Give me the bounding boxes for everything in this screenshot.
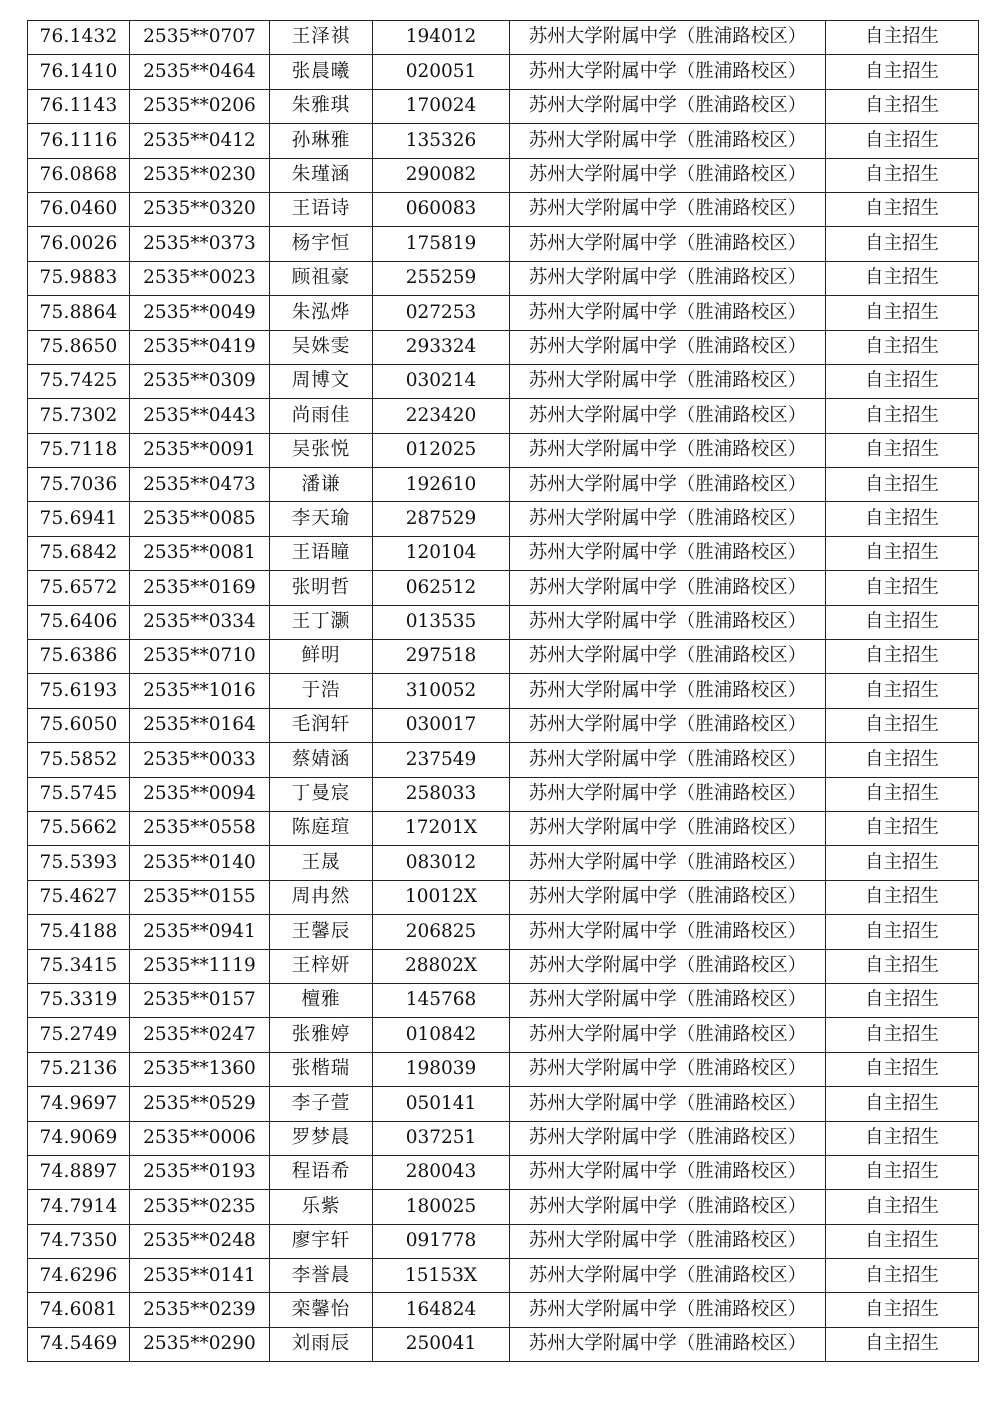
exam-id-cell: 2535**0006: [130, 1121, 270, 1155]
admission-type-cell: 自主招生: [826, 261, 979, 295]
score-cell: 75.6386: [28, 640, 130, 674]
id-suffix-cell: 145768: [373, 983, 510, 1017]
school-cell: 苏州大学附属中学（胜浦路校区）: [510, 89, 826, 123]
admission-type-cell: 自主招生: [826, 915, 979, 949]
exam-id-cell: 2535**0443: [130, 399, 270, 433]
student-name-cell: 乐紫: [270, 1190, 373, 1224]
student-name-cell: 张明哲: [270, 571, 373, 605]
table-body: [28, 21, 979, 1362]
student-name-cell: 陈庭瑄: [270, 811, 373, 845]
school-cell: 苏州大学附属中学（胜浦路校区）: [510, 1087, 826, 1121]
score-cell: 75.6193: [28, 674, 130, 708]
table-row: [28, 330, 979, 364]
score-cell: 76.1410: [28, 55, 130, 89]
score-cell: 75.7118: [28, 433, 130, 467]
admission-type-cell: 自主招生: [826, 743, 979, 777]
student-name-cell: 杨宇恒: [270, 227, 373, 261]
table-row: [28, 915, 979, 949]
exam-id-cell: 2535**0235: [130, 1190, 270, 1224]
table-row: [28, 433, 979, 467]
student-name-cell: 潘谦: [270, 468, 373, 502]
school-cell: 苏州大学附属中学（胜浦路校区）: [510, 1018, 826, 1052]
admission-type-cell: 自主招生: [826, 192, 979, 226]
score-cell: 75.6406: [28, 605, 130, 639]
score-cell: 74.9069: [28, 1121, 130, 1155]
admission-type-cell: 自主招生: [826, 1259, 979, 1293]
exam-id-cell: 2535**0373: [130, 227, 270, 261]
exam-id-cell: 2535**0412: [130, 124, 270, 158]
table-row: [28, 1190, 979, 1224]
admission-type-cell: 自主招生: [826, 640, 979, 674]
admission-type-cell: 自主招生: [826, 949, 979, 983]
id-suffix-cell: 15153X: [373, 1259, 510, 1293]
school-cell: 苏州大学附属中学（胜浦路校区）: [510, 915, 826, 949]
student-name-cell: 周博文: [270, 364, 373, 398]
id-suffix-cell: 010842: [373, 1018, 510, 1052]
id-suffix-cell: 020051: [373, 55, 510, 89]
school-cell: 苏州大学附属中学（胜浦路校区）: [510, 846, 826, 880]
id-suffix-cell: 293324: [373, 330, 510, 364]
student-name-cell: 吴张悦: [270, 433, 373, 467]
school-cell: 苏州大学附属中学（胜浦路校区）: [510, 1155, 826, 1189]
school-cell: 苏州大学附属中学（胜浦路校区）: [510, 1190, 826, 1224]
id-suffix-cell: 030214: [373, 364, 510, 398]
exam-id-cell: 2535**0334: [130, 605, 270, 639]
admission-type-cell: 自主招生: [826, 708, 979, 742]
exam-id-cell: 2535**0290: [130, 1327, 270, 1361]
exam-id-cell: 2535**0091: [130, 433, 270, 467]
id-suffix-cell: 091778: [373, 1224, 510, 1258]
student-name-cell: 王馨辰: [270, 915, 373, 949]
student-name-cell: 尚雨佳: [270, 399, 373, 433]
school-cell: 苏州大学附属中学（胜浦路校区）: [510, 674, 826, 708]
score-cell: 74.5469: [28, 1327, 130, 1361]
score-cell: 76.1143: [28, 89, 130, 123]
score-cell: 74.6296: [28, 1259, 130, 1293]
exam-id-cell: 2535**0164: [130, 708, 270, 742]
admission-type-cell: 自主招生: [826, 55, 979, 89]
student-name-cell: 朱雅琪: [270, 89, 373, 123]
student-name-cell: 朱瑾涵: [270, 158, 373, 192]
student-name-cell: 吴姝雯: [270, 330, 373, 364]
table-row: [28, 880, 979, 914]
table-row: [28, 605, 979, 639]
table-row: [28, 158, 979, 192]
table-row: [28, 1224, 979, 1258]
school-cell: 苏州大学附属中学（胜浦路校区）: [510, 983, 826, 1017]
admission-type-cell: 自主招生: [826, 1190, 979, 1224]
score-cell: 74.6081: [28, 1293, 130, 1327]
table-row: [28, 1121, 979, 1155]
score-cell: 76.0026: [28, 227, 130, 261]
score-cell: 75.7425: [28, 364, 130, 398]
table-row: [28, 1018, 979, 1052]
admission-type-cell: 自主招生: [826, 296, 979, 330]
id-suffix-cell: 310052: [373, 674, 510, 708]
table-row: [28, 1259, 979, 1293]
admission-type-cell: 自主招生: [826, 1018, 979, 1052]
id-suffix-cell: 192610: [373, 468, 510, 502]
id-suffix-cell: 255259: [373, 261, 510, 295]
admission-type-cell: 自主招生: [826, 158, 979, 192]
admission-table: [27, 20, 979, 1362]
school-cell: 苏州大学附属中学（胜浦路校区）: [510, 1052, 826, 1086]
id-suffix-cell: 037251: [373, 1121, 510, 1155]
school-cell: 苏州大学附属中学（胜浦路校区）: [510, 227, 826, 261]
exam-id-cell: 2535**0155: [130, 880, 270, 914]
admission-type-cell: 自主招生: [826, 1052, 979, 1086]
score-cell: 75.6842: [28, 536, 130, 570]
school-cell: 苏州大学附属中学（胜浦路校区）: [510, 468, 826, 502]
school-cell: 苏州大学附属中学（胜浦路校区）: [510, 880, 826, 914]
score-cell: 75.4627: [28, 880, 130, 914]
school-cell: 苏州大学附属中学（胜浦路校区）: [510, 949, 826, 983]
id-suffix-cell: 223420: [373, 399, 510, 433]
table-row: [28, 1052, 979, 1086]
school-cell: 苏州大学附属中学（胜浦路校区）: [510, 1293, 826, 1327]
student-name-cell: 王语瞳: [270, 536, 373, 570]
id-suffix-cell: 135326: [373, 124, 510, 158]
student-name-cell: 周冉然: [270, 880, 373, 914]
admission-type-cell: 自主招生: [826, 89, 979, 123]
school-cell: 苏州大学附属中学（胜浦路校区）: [510, 1327, 826, 1361]
id-suffix-cell: 083012: [373, 846, 510, 880]
id-suffix-cell: 17201X: [373, 811, 510, 845]
student-name-cell: 王梓妍: [270, 949, 373, 983]
exam-id-cell: 2535**0033: [130, 743, 270, 777]
id-suffix-cell: 194012: [373, 21, 510, 55]
table-row: [28, 846, 979, 880]
school-cell: 苏州大学附属中学（胜浦路校区）: [510, 743, 826, 777]
score-cell: 74.7914: [28, 1190, 130, 1224]
id-suffix-cell: 287529: [373, 502, 510, 536]
exam-id-cell: 2535**0419: [130, 330, 270, 364]
school-cell: 苏州大学附属中学（胜浦路校区）: [510, 124, 826, 158]
score-cell: 75.3415: [28, 949, 130, 983]
table-row: [28, 89, 979, 123]
school-cell: 苏州大学附属中学（胜浦路校区）: [510, 158, 826, 192]
student-name-cell: 廖宇轩: [270, 1224, 373, 1258]
admission-type-cell: 自主招生: [826, 983, 979, 1017]
id-suffix-cell: 237549: [373, 743, 510, 777]
id-suffix-cell: 10012X: [373, 880, 510, 914]
student-name-cell: 李誉晨: [270, 1259, 373, 1293]
score-cell: 74.7350: [28, 1224, 130, 1258]
school-cell: 苏州大学附属中学（胜浦路校区）: [510, 502, 826, 536]
id-suffix-cell: 170024: [373, 89, 510, 123]
admission-type-cell: 自主招生: [826, 1121, 979, 1155]
table-row: [28, 743, 979, 777]
score-cell: 75.7302: [28, 399, 130, 433]
table-row: [28, 261, 979, 295]
table-row: [28, 296, 979, 330]
admission-type-cell: 自主招生: [826, 21, 979, 55]
table-row: [28, 502, 979, 536]
table-row: [28, 55, 979, 89]
table-row: [28, 708, 979, 742]
id-suffix-cell: 050141: [373, 1087, 510, 1121]
table-row: [28, 227, 979, 261]
school-cell: 苏州大学附属中学（胜浦路校区）: [510, 708, 826, 742]
student-name-cell: 程语希: [270, 1155, 373, 1189]
exam-id-cell: 2535**1360: [130, 1052, 270, 1086]
school-cell: 苏州大学附属中学（胜浦路校区）: [510, 192, 826, 226]
score-cell: 75.2136: [28, 1052, 130, 1086]
id-suffix-cell: 290082: [373, 158, 510, 192]
admission-type-cell: 自主招生: [826, 1293, 979, 1327]
exam-id-cell: 2535**0558: [130, 811, 270, 845]
exam-id-cell: 2535**0464: [130, 55, 270, 89]
school-cell: 苏州大学附属中学（胜浦路校区）: [510, 21, 826, 55]
student-name-cell: 鲜明: [270, 640, 373, 674]
admission-type-cell: 自主招生: [826, 502, 979, 536]
table-row: [28, 536, 979, 570]
exam-id-cell: 2535**0473: [130, 468, 270, 502]
score-cell: 74.9697: [28, 1087, 130, 1121]
table-row: [28, 1293, 979, 1327]
score-cell: 74.8897: [28, 1155, 130, 1189]
exam-id-cell: 2535**0710: [130, 640, 270, 674]
id-suffix-cell: 120104: [373, 536, 510, 570]
id-suffix-cell: 013535: [373, 605, 510, 639]
table-row: [28, 364, 979, 398]
admission-type-cell: 自主招生: [826, 227, 979, 261]
table-row: [28, 811, 979, 845]
score-cell: 75.7036: [28, 468, 130, 502]
table-row: [28, 674, 979, 708]
exam-id-cell: 2535**0081: [130, 536, 270, 570]
student-name-cell: 毛润轩: [270, 708, 373, 742]
id-suffix-cell: 258033: [373, 777, 510, 811]
admission-type-cell: 自主招生: [826, 468, 979, 502]
student-name-cell: 檀雅: [270, 983, 373, 1017]
admission-type-cell: 自主招生: [826, 811, 979, 845]
student-name-cell: 刘雨辰: [270, 1327, 373, 1361]
exam-id-cell: 2535**0193: [130, 1155, 270, 1189]
school-cell: 苏州大学附属中学（胜浦路校区）: [510, 536, 826, 570]
table-row: [28, 640, 979, 674]
id-suffix-cell: 164824: [373, 1293, 510, 1327]
score-cell: 76.0460: [28, 192, 130, 226]
school-cell: 苏州大学附属中学（胜浦路校区）: [510, 399, 826, 433]
school-cell: 苏州大学附属中学（胜浦路校区）: [510, 364, 826, 398]
student-name-cell: 王丁灏: [270, 605, 373, 639]
admission-type-cell: 自主招生: [826, 364, 979, 398]
exam-id-cell: 2535**0529: [130, 1087, 270, 1121]
id-suffix-cell: 250041: [373, 1327, 510, 1361]
school-cell: 苏州大学附属中学（胜浦路校区）: [510, 330, 826, 364]
table-row: [28, 192, 979, 226]
table-row: [28, 571, 979, 605]
score-cell: 75.5662: [28, 811, 130, 845]
exam-id-cell: 2535**0094: [130, 777, 270, 811]
admission-type-cell: 自主招生: [826, 605, 979, 639]
student-name-cell: 王晟: [270, 846, 373, 880]
admission-type-cell: 自主招生: [826, 1327, 979, 1361]
school-cell: 苏州大学附属中学（胜浦路校区）: [510, 1259, 826, 1293]
admission-type-cell: 自主招生: [826, 880, 979, 914]
score-cell: 75.8864: [28, 296, 130, 330]
score-cell: 75.4188: [28, 915, 130, 949]
table-row: [28, 1327, 979, 1361]
school-cell: 苏州大学附属中学（胜浦路校区）: [510, 261, 826, 295]
student-name-cell: 朱泓烨: [270, 296, 373, 330]
school-cell: 苏州大学附属中学（胜浦路校区）: [510, 55, 826, 89]
score-cell: 75.6941: [28, 502, 130, 536]
exam-id-cell: 2535**0206: [130, 89, 270, 123]
admission-type-cell: 自主招生: [826, 536, 979, 570]
student-name-cell: 王泽祺: [270, 21, 373, 55]
school-cell: 苏州大学附属中学（胜浦路校区）: [510, 1224, 826, 1258]
exam-id-cell: 2535**0247: [130, 1018, 270, 1052]
student-name-cell: 蔡婧涵: [270, 743, 373, 777]
table-row: [28, 949, 979, 983]
exam-id-cell: 2535**0157: [130, 983, 270, 1017]
student-name-cell: 丁曼宸: [270, 777, 373, 811]
exam-id-cell: 2535**0141: [130, 1259, 270, 1293]
exam-id-cell: 2535**0239: [130, 1293, 270, 1327]
school-cell: 苏州大学附属中学（胜浦路校区）: [510, 571, 826, 605]
exam-id-cell: 2535**0085: [130, 502, 270, 536]
score-cell: 75.2749: [28, 1018, 130, 1052]
school-cell: 苏州大学附属中学（胜浦路校区）: [510, 811, 826, 845]
admission-type-cell: 自主招生: [826, 124, 979, 158]
id-suffix-cell: 060083: [373, 192, 510, 226]
id-suffix-cell: 28802X: [373, 949, 510, 983]
id-suffix-cell: 198039: [373, 1052, 510, 1086]
score-cell: 76.0868: [28, 158, 130, 192]
id-suffix-cell: 012025: [373, 433, 510, 467]
admission-type-cell: 自主招生: [826, 330, 979, 364]
table-row: [28, 124, 979, 158]
admission-type-cell: 自主招生: [826, 1155, 979, 1189]
id-suffix-cell: 030017: [373, 708, 510, 742]
score-cell: 75.6572: [28, 571, 130, 605]
exam-id-cell: 2535**0309: [130, 364, 270, 398]
score-cell: 75.9883: [28, 261, 130, 295]
id-suffix-cell: 062512: [373, 571, 510, 605]
student-name-cell: 张楷瑞: [270, 1052, 373, 1086]
exam-id-cell: 2535**0248: [130, 1224, 270, 1258]
table-row: [28, 983, 979, 1017]
id-suffix-cell: 297518: [373, 640, 510, 674]
score-cell: 75.5393: [28, 846, 130, 880]
admission-type-cell: 自主招生: [826, 433, 979, 467]
student-name-cell: 罗梦晨: [270, 1121, 373, 1155]
exam-id-cell: 2535**0230: [130, 158, 270, 192]
exam-id-cell: 2535**0941: [130, 915, 270, 949]
score-cell: 75.6050: [28, 708, 130, 742]
exam-id-cell: 2535**0140: [130, 846, 270, 880]
id-suffix-cell: 206825: [373, 915, 510, 949]
school-cell: 苏州大学附属中学（胜浦路校区）: [510, 605, 826, 639]
school-cell: 苏州大学附属中学（胜浦路校区）: [510, 1121, 826, 1155]
exam-id-cell: 2535**0169: [130, 571, 270, 605]
school-cell: 苏州大学附属中学（胜浦路校区）: [510, 640, 826, 674]
id-suffix-cell: 180025: [373, 1190, 510, 1224]
admission-type-cell: 自主招生: [826, 674, 979, 708]
score-cell: 75.8650: [28, 330, 130, 364]
student-name-cell: 王语诗: [270, 192, 373, 226]
exam-id-cell: 2535**1119: [130, 949, 270, 983]
admission-type-cell: 自主招生: [826, 1224, 979, 1258]
score-cell: 76.1116: [28, 124, 130, 158]
admission-type-cell: 自主招生: [826, 846, 979, 880]
id-suffix-cell: 175819: [373, 227, 510, 261]
school-cell: 苏州大学附属中学（胜浦路校区）: [510, 296, 826, 330]
exam-id-cell: 2535**0049: [130, 296, 270, 330]
table-row: [28, 777, 979, 811]
exam-id-cell: 2535**1016: [130, 674, 270, 708]
table-row: [28, 468, 979, 502]
table-row: [28, 1155, 979, 1189]
school-cell: 苏州大学附属中学（胜浦路校区）: [510, 433, 826, 467]
student-name-cell: 张晨曦: [270, 55, 373, 89]
student-name-cell: 张雅婷: [270, 1018, 373, 1052]
student-name-cell: 李天瑜: [270, 502, 373, 536]
exam-id-cell: 2535**0707: [130, 21, 270, 55]
score-cell: 75.5852: [28, 743, 130, 777]
admission-type-cell: 自主招生: [826, 1087, 979, 1121]
score-cell: 75.5745: [28, 777, 130, 811]
student-name-cell: 栾馨怡: [270, 1293, 373, 1327]
admission-type-cell: 自主招生: [826, 571, 979, 605]
id-suffix-cell: 280043: [373, 1155, 510, 1189]
admission-type-cell: 自主招生: [826, 399, 979, 433]
score-cell: 75.3319: [28, 983, 130, 1017]
admission-type-cell: 自主招生: [826, 777, 979, 811]
student-name-cell: 于浩: [270, 674, 373, 708]
table-row: [28, 21, 979, 55]
exam-id-cell: 2535**0023: [130, 261, 270, 295]
student-name-cell: 孙琳雅: [270, 124, 373, 158]
id-suffix-cell: 027253: [373, 296, 510, 330]
school-cell: 苏州大学附属中学（胜浦路校区）: [510, 777, 826, 811]
score-cell: 76.1432: [28, 21, 130, 55]
exam-id-cell: 2535**0320: [130, 192, 270, 226]
student-name-cell: 顾祖豪: [270, 261, 373, 295]
table-row: [28, 399, 979, 433]
table-row: [28, 1087, 979, 1121]
student-name-cell: 李子萱: [270, 1087, 373, 1121]
